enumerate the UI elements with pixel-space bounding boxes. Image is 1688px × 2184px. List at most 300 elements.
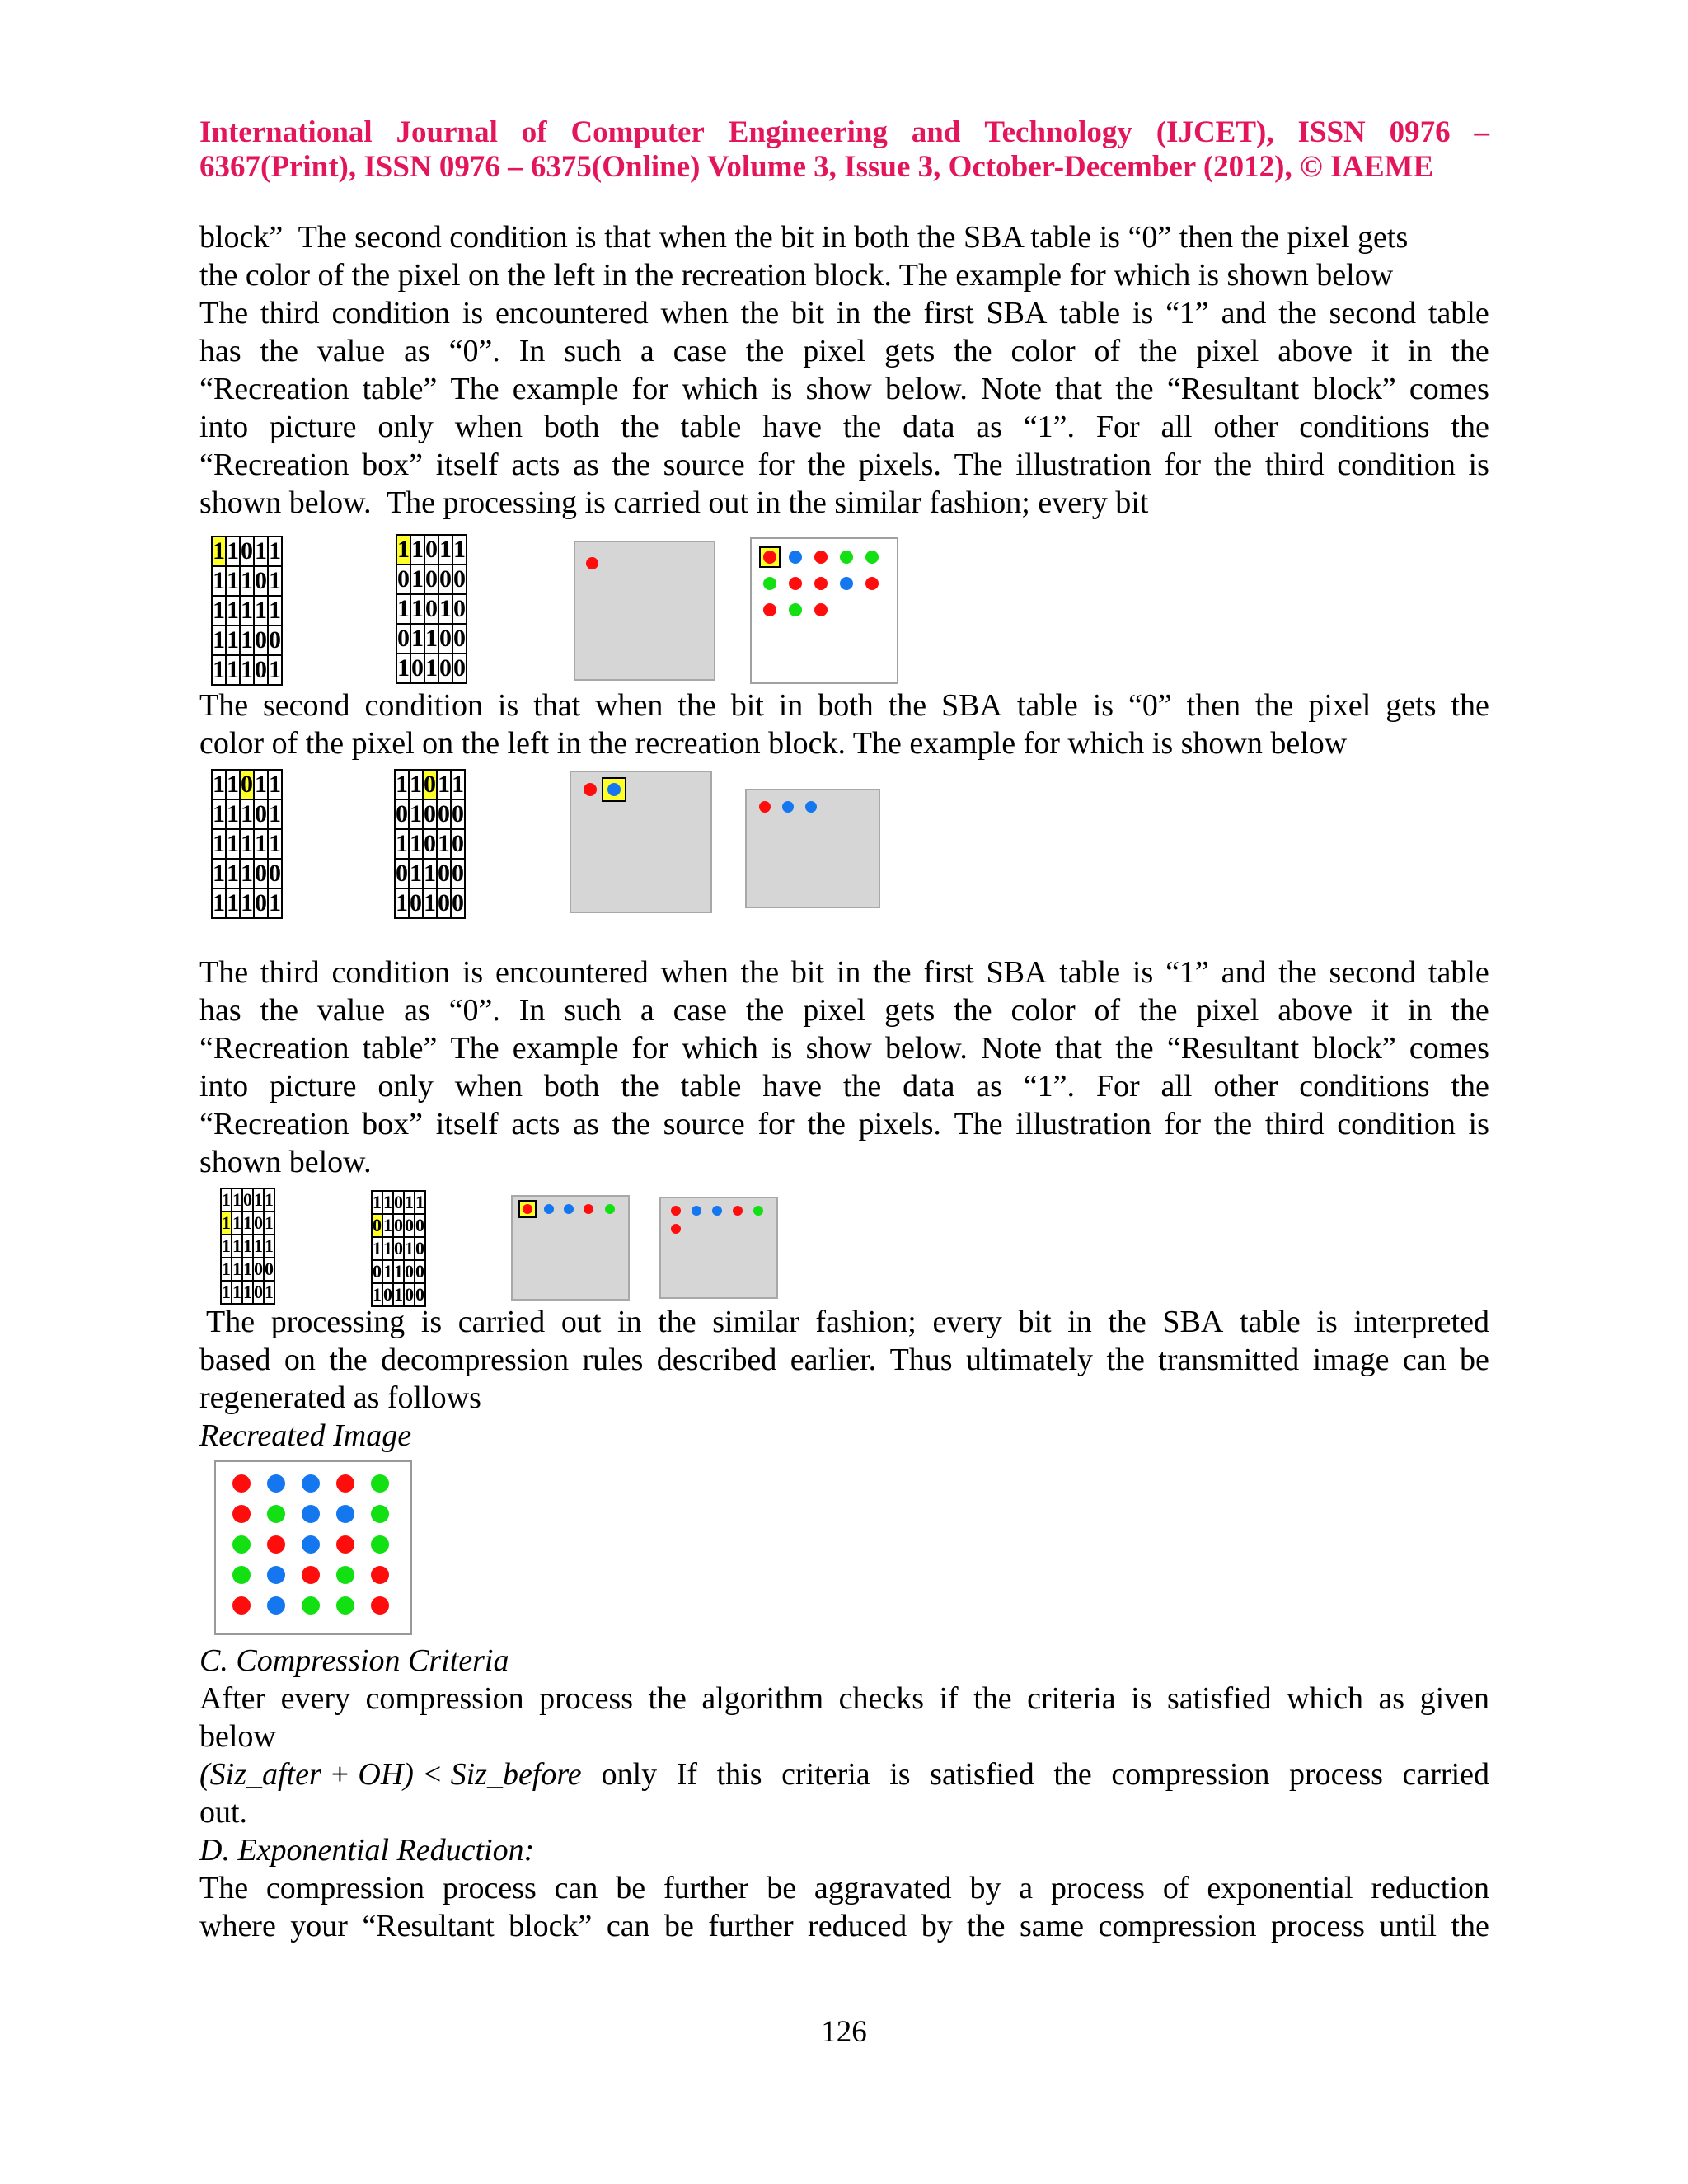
sba-cell: 1 <box>265 1282 274 1302</box>
sba-cell: 1 <box>438 830 450 857</box>
word: the <box>1451 993 1489 1028</box>
sba-cell: 1 <box>405 1238 414 1258</box>
paragraph-1 <box>199 218 1489 522</box>
pixel-dot-red <box>302 1566 320 1584</box>
sba-cell: 0 <box>394 1238 403 1258</box>
sba-cell: 1 <box>241 656 253 683</box>
word: “Resultant <box>362 1909 495 1943</box>
word: “Resultant <box>1166 1031 1300 1066</box>
word: be <box>616 1871 646 1905</box>
word: the <box>740 955 780 990</box>
pixel-dot-blue <box>712 1206 722 1216</box>
sba-cell: 0 <box>424 830 436 857</box>
sba-cell: 1 <box>411 625 424 652</box>
word: can <box>606 1909 650 1943</box>
pixel-dot-red <box>671 1206 681 1216</box>
pixel-dot-blue <box>607 783 621 796</box>
sba-cell: 1 <box>222 1282 231 1302</box>
word: by <box>921 1909 953 1943</box>
pixel-dot-green <box>371 1505 389 1523</box>
word: process <box>442 1871 537 1905</box>
pixel-dot-red <box>232 1474 251 1493</box>
word: image <box>1312 1343 1390 1377</box>
word: picture <box>269 1069 357 1104</box>
word: the <box>621 410 659 444</box>
word: carried <box>457 1305 546 1339</box>
text-line: regenerated as follows <box>199 1380 481 1415</box>
word: second <box>1329 296 1417 330</box>
sba-cell: 1 <box>232 1282 241 1302</box>
word: this <box>716 1757 762 1792</box>
word: third <box>1264 448 1325 482</box>
word: the <box>1278 296 1317 330</box>
word: the <box>329 1343 368 1377</box>
sba-cell: 1 <box>254 1235 263 1256</box>
sba-cell: 0 <box>269 626 281 654</box>
sba-cell: 0 <box>415 1284 424 1305</box>
sba-cell: 1 <box>396 889 408 916</box>
word: is <box>889 1757 911 1792</box>
word: has <box>199 993 241 1028</box>
word: is <box>1316 1305 1338 1339</box>
word: table <box>1059 296 1121 330</box>
word: SBA <box>986 296 1048 330</box>
pixel-dot-green <box>232 1535 251 1554</box>
header-word: (IJCET), <box>1156 115 1274 149</box>
sba-cell: 0 <box>255 860 267 887</box>
word: algorithm <box>701 1681 824 1716</box>
sba-cell: 1 <box>438 771 450 798</box>
sba-cell: 0 <box>396 860 408 887</box>
sba-cell: 1 <box>410 800 422 827</box>
word: “Recreation <box>199 1107 349 1141</box>
pixel-dot-blue <box>336 1505 354 1523</box>
sba-cell: 1 <box>232 1258 241 1279</box>
word: The <box>206 1305 256 1339</box>
pixel-dot-green <box>302 1596 320 1615</box>
sba-cell: 1 <box>241 860 253 887</box>
resultant-block <box>745 789 880 908</box>
word: show <box>805 372 872 406</box>
word: the <box>745 993 785 1028</box>
word: pixel <box>803 993 866 1028</box>
pixel-dot-blue <box>782 801 794 813</box>
word: table <box>1016 688 1078 723</box>
text-line <box>199 446 1489 484</box>
word: be <box>767 1871 797 1905</box>
word: is <box>462 296 484 330</box>
text-line <box>199 1067 1489 1105</box>
sba-cell: 1 <box>222 1235 231 1256</box>
word: condition <box>331 955 451 990</box>
word: as <box>1378 1681 1405 1716</box>
text-line <box>199 294 1489 332</box>
sba-cell: 1 <box>243 1258 252 1279</box>
word: the <box>621 1069 659 1104</box>
word: both <box>818 688 874 723</box>
word: conditions <box>1299 1069 1430 1104</box>
criteria-formula: (Siz_after + OH) < Siz_before <box>199 1757 582 1792</box>
sba-cell: 0 <box>396 800 408 827</box>
word: into <box>199 1069 249 1104</box>
word: for <box>631 1031 668 1066</box>
text-line <box>199 408 1489 446</box>
sba-cell: 0 <box>265 1258 274 1279</box>
word: other <box>1213 1069 1278 1104</box>
word: the <box>1213 448 1253 482</box>
sba-cell: 0 <box>425 565 438 593</box>
sba-cell: 1 <box>241 830 253 857</box>
criteria-line <box>199 1755 1489 1793</box>
word: until <box>1379 1909 1437 1943</box>
sba-cell: 0 <box>415 1238 424 1258</box>
word: in <box>778 688 804 723</box>
word: a <box>640 334 654 368</box>
word: the <box>612 448 650 482</box>
sba-cell: 1 <box>227 656 239 683</box>
header-word: of <box>521 115 547 149</box>
word: as <box>976 1069 1002 1104</box>
header-word: Technology <box>984 115 1132 149</box>
pixel-dot-blue <box>805 801 817 813</box>
word: The <box>199 955 249 990</box>
sba-cell: 0 <box>425 595 438 622</box>
pixel-dot-red <box>733 1206 743 1216</box>
word: every <box>280 1681 351 1716</box>
sba-cell: 1 <box>410 771 422 798</box>
header-word: and <box>911 115 961 149</box>
word: itself <box>435 1107 499 1141</box>
word: same <box>1019 1909 1085 1943</box>
word: data <box>903 1069 955 1104</box>
word: table” <box>362 1031 438 1066</box>
word: every <box>932 1305 1002 1339</box>
sba-cell: 1 <box>265 1235 274 1256</box>
word: block” <box>509 1909 593 1943</box>
recreation-block <box>570 771 712 913</box>
word: in <box>836 955 861 990</box>
word: when <box>660 296 729 330</box>
word: itself <box>435 448 499 482</box>
pixel-dot-blue <box>840 577 853 590</box>
word: ultimately <box>965 1343 1094 1377</box>
text-line: color of the pixel on the left in the recreation block. The example for which is shown below <box>199 726 1348 761</box>
sba-cell: 1 <box>243 1235 252 1256</box>
word: condition <box>364 688 483 723</box>
pixel-dot-red <box>814 577 828 590</box>
sba-cell: 0 <box>241 537 253 565</box>
pixel-dot-red <box>759 801 771 813</box>
word: compression <box>365 1681 524 1716</box>
word: gets <box>884 993 935 1028</box>
word: process <box>1289 1757 1383 1792</box>
word: SBA <box>986 955 1048 990</box>
sba-cell: 0 <box>410 889 422 916</box>
word: such <box>564 334 621 368</box>
sba-cell: 0 <box>438 889 450 916</box>
word: “1”. <box>1023 410 1076 444</box>
sba-cell: 1 <box>397 654 410 682</box>
word: which <box>682 372 758 406</box>
word: condition <box>1337 1107 1456 1141</box>
sba-cell: 1 <box>383 1192 392 1212</box>
sba-cell: 1 <box>213 771 225 798</box>
word: is <box>771 372 793 406</box>
word: satisfied <box>930 1757 1034 1792</box>
sba-cell: 1 <box>222 1189 231 1210</box>
word: earlier. <box>790 1343 877 1377</box>
sba-cell: 0 <box>405 1215 414 1235</box>
sba-cell: 1 <box>213 597 225 624</box>
word: picture <box>269 410 357 444</box>
word: “1” <box>1165 296 1209 330</box>
word: satisfied <box>1166 1681 1272 1716</box>
word: the <box>954 993 992 1028</box>
word: condition <box>331 296 451 330</box>
word: criteria <box>781 1757 870 1792</box>
word: further <box>663 1871 749 1905</box>
word: both <box>543 1069 600 1104</box>
sba-cell: 1 <box>394 1284 403 1305</box>
word: first <box>923 955 974 990</box>
word: of <box>1094 334 1121 368</box>
word: case <box>673 334 727 368</box>
pixel-dot-green <box>753 1206 763 1216</box>
section-c <box>199 1642 1489 1831</box>
word: acts <box>511 448 560 482</box>
text-line <box>199 991 1489 1029</box>
sba-cell: 1 <box>227 889 239 916</box>
sba-cell: 1 <box>254 1189 263 1210</box>
sba-cell: 1 <box>227 860 239 887</box>
pixel-dot-green <box>865 551 879 564</box>
sba-cell: 1 <box>243 1282 252 1302</box>
word: “Recreation <box>199 1031 349 1066</box>
sba-cell: 1 <box>213 860 225 887</box>
word: the <box>807 1107 846 1141</box>
word: for <box>631 372 668 406</box>
pixel-dot-red <box>371 1566 389 1584</box>
word: compression <box>265 1871 424 1905</box>
word: in <box>617 1305 642 1339</box>
sba-cell: 1 <box>415 1192 424 1212</box>
word: has <box>199 334 241 368</box>
pixel-dot-red <box>584 1204 593 1214</box>
sba-cell: 1 <box>383 1238 392 1258</box>
word: illustration <box>1015 448 1151 482</box>
pixel-dot-blue <box>302 1505 320 1523</box>
sba-cell: 1 <box>397 536 410 563</box>
word: where <box>199 1909 276 1943</box>
pixel-dot-red <box>371 1596 389 1615</box>
section-d <box>199 1831 1489 1945</box>
paragraph-3 <box>199 954 1489 1181</box>
sba-cell: 0 <box>411 654 424 682</box>
word: In <box>518 334 546 368</box>
recreation-block <box>511 1195 630 1301</box>
word: of <box>1162 1871 1189 1905</box>
word: and <box>1221 296 1267 330</box>
pixel-dot-green <box>371 1535 389 1554</box>
sba-cell: 0 <box>452 889 464 916</box>
word: is <box>771 1031 793 1066</box>
pixel-dot-green <box>267 1505 285 1523</box>
word: show <box>805 1031 872 1066</box>
word: compression <box>1111 1757 1270 1792</box>
word: box” <box>362 448 424 482</box>
sba-cell: 1 <box>269 597 281 624</box>
word: all <box>1160 410 1193 444</box>
pixel-dot-green <box>605 1204 615 1214</box>
text-line: block” The second condition is that when the bit in both the SBA table is “0” then the pixel gets <box>199 220 1409 255</box>
sba-cell: 0 <box>415 1215 424 1235</box>
pixel-dot-blue <box>267 1474 285 1493</box>
text-line <box>199 332 1489 370</box>
sba-cell: 1 <box>232 1189 241 1210</box>
sba-cell: 1 <box>439 595 452 622</box>
sba-table-1 <box>211 536 283 686</box>
section-c-line-last: out. <box>199 1795 248 1830</box>
word: the <box>1451 1909 1489 1943</box>
section-c-line-1 <box>199 1680 1489 1718</box>
word: the <box>1213 1107 1253 1141</box>
word: the <box>1451 334 1489 368</box>
sba-cell: 1 <box>269 830 281 857</box>
word: described <box>656 1343 777 1377</box>
word: first <box>923 296 974 330</box>
word: the <box>658 1305 696 1339</box>
word: further <box>708 1909 794 1943</box>
sba-cell: 1 <box>241 800 253 827</box>
word: table <box>680 1069 742 1104</box>
word: the <box>1053 1757 1092 1792</box>
sba-cell: 0 <box>424 771 436 798</box>
sba-cell: 1 <box>227 537 239 565</box>
word: gets <box>1386 688 1437 723</box>
sba-cell: 1 <box>241 626 253 654</box>
sba-cell: 0 <box>394 1215 403 1235</box>
word: for <box>1164 448 1201 482</box>
header-word: International <box>199 115 373 149</box>
word: which <box>1287 1681 1363 1716</box>
word: the <box>1108 1305 1146 1339</box>
text-line: shown below. <box>199 1145 372 1179</box>
text-line <box>199 1341 1489 1379</box>
word: is <box>1131 1681 1152 1716</box>
word: the <box>873 296 912 330</box>
text-line <box>199 1105 1489 1143</box>
word: decompression <box>381 1343 570 1377</box>
sba-cell: 1 <box>213 800 225 827</box>
sba-cell: 1 <box>241 889 253 916</box>
sba-cell: 1 <box>227 597 239 624</box>
text-line <box>199 370 1489 408</box>
sba-cell: 1 <box>213 537 225 565</box>
sba-cell: 1 <box>227 800 239 827</box>
sba-cell: 0 <box>405 1284 414 1305</box>
resultant-block <box>659 1197 778 1299</box>
pixel-dot-red <box>763 551 776 564</box>
text-line: the color of the pixel on the left in the recreation block. The example for which is shown below <box>199 258 1394 293</box>
word: that <box>533 688 581 723</box>
word: then <box>1186 688 1241 723</box>
word: similar <box>712 1305 799 1339</box>
word: the <box>1451 410 1489 444</box>
sba-cell: 1 <box>439 536 452 563</box>
pixel-dot-blue <box>267 1596 285 1615</box>
word: pixel <box>1196 334 1259 368</box>
pixel-dot-red <box>814 603 828 616</box>
text-line <box>199 687 1489 724</box>
journal-header-line-2: 6367(Print), ISSN 0976 – 6375(Online) Volume 3, Issue 3, October-December (2012), © IAEME <box>199 150 1434 184</box>
word: have <box>762 410 823 444</box>
sba-cell: 1 <box>227 626 239 654</box>
word: is <box>1132 955 1154 990</box>
word: the <box>807 448 846 482</box>
word: value <box>316 334 386 368</box>
pixel-dot-green <box>371 1474 389 1493</box>
sba-cell: 1 <box>424 860 436 887</box>
word: reduced <box>808 1909 907 1943</box>
sba-cell: 1 <box>453 536 466 563</box>
word: by <box>969 1871 1001 1905</box>
word: a <box>640 993 654 1028</box>
resultant-block <box>750 537 898 684</box>
journal-header <box>199 115 1489 185</box>
sba-table-2 <box>396 534 467 684</box>
word: pixel <box>803 334 866 368</box>
pixel-dot <box>586 557 598 569</box>
word: is <box>497 688 519 723</box>
word: be <box>1460 1343 1489 1377</box>
header-word: 0976 <box>1389 115 1451 149</box>
sba-cell: 0 <box>373 1261 382 1282</box>
word: The <box>199 296 249 330</box>
word: aggravated <box>814 1871 952 1905</box>
word: exponential <box>1207 1871 1353 1905</box>
sba-cell: 0 <box>453 595 466 622</box>
sba-cell: 1 <box>232 1235 241 1256</box>
word: the <box>842 410 882 444</box>
sba-cell: 0 <box>453 654 466 682</box>
word: “0” <box>1128 688 1172 723</box>
sba-cell: 1 <box>452 771 464 798</box>
sba-cell: 1 <box>425 654 438 682</box>
word: is <box>420 1305 443 1339</box>
word: for <box>757 1107 795 1141</box>
word: encountered <box>495 296 649 330</box>
word: transmitted <box>1158 1343 1300 1377</box>
pixel-dot-red <box>814 551 828 564</box>
word: box” <box>362 1107 424 1141</box>
sba-cell: 1 <box>383 1261 392 1282</box>
word: other <box>1213 410 1278 444</box>
sba-cell: 1 <box>213 626 225 654</box>
word: which <box>682 1031 758 1066</box>
sba-cell: 1 <box>255 597 267 624</box>
sba-cell: 0 <box>383 1284 392 1305</box>
header-word: Computer <box>570 115 705 149</box>
word: rules <box>582 1343 644 1377</box>
word: have <box>762 1069 823 1104</box>
word: value <box>316 993 386 1028</box>
word: process <box>539 1681 634 1716</box>
section-d-line-2 <box>199 1907 1489 1945</box>
pixel-dot-green <box>789 603 802 616</box>
word: is <box>1132 296 1154 330</box>
word: as <box>976 410 1002 444</box>
sba-cell: 1 <box>397 595 410 622</box>
